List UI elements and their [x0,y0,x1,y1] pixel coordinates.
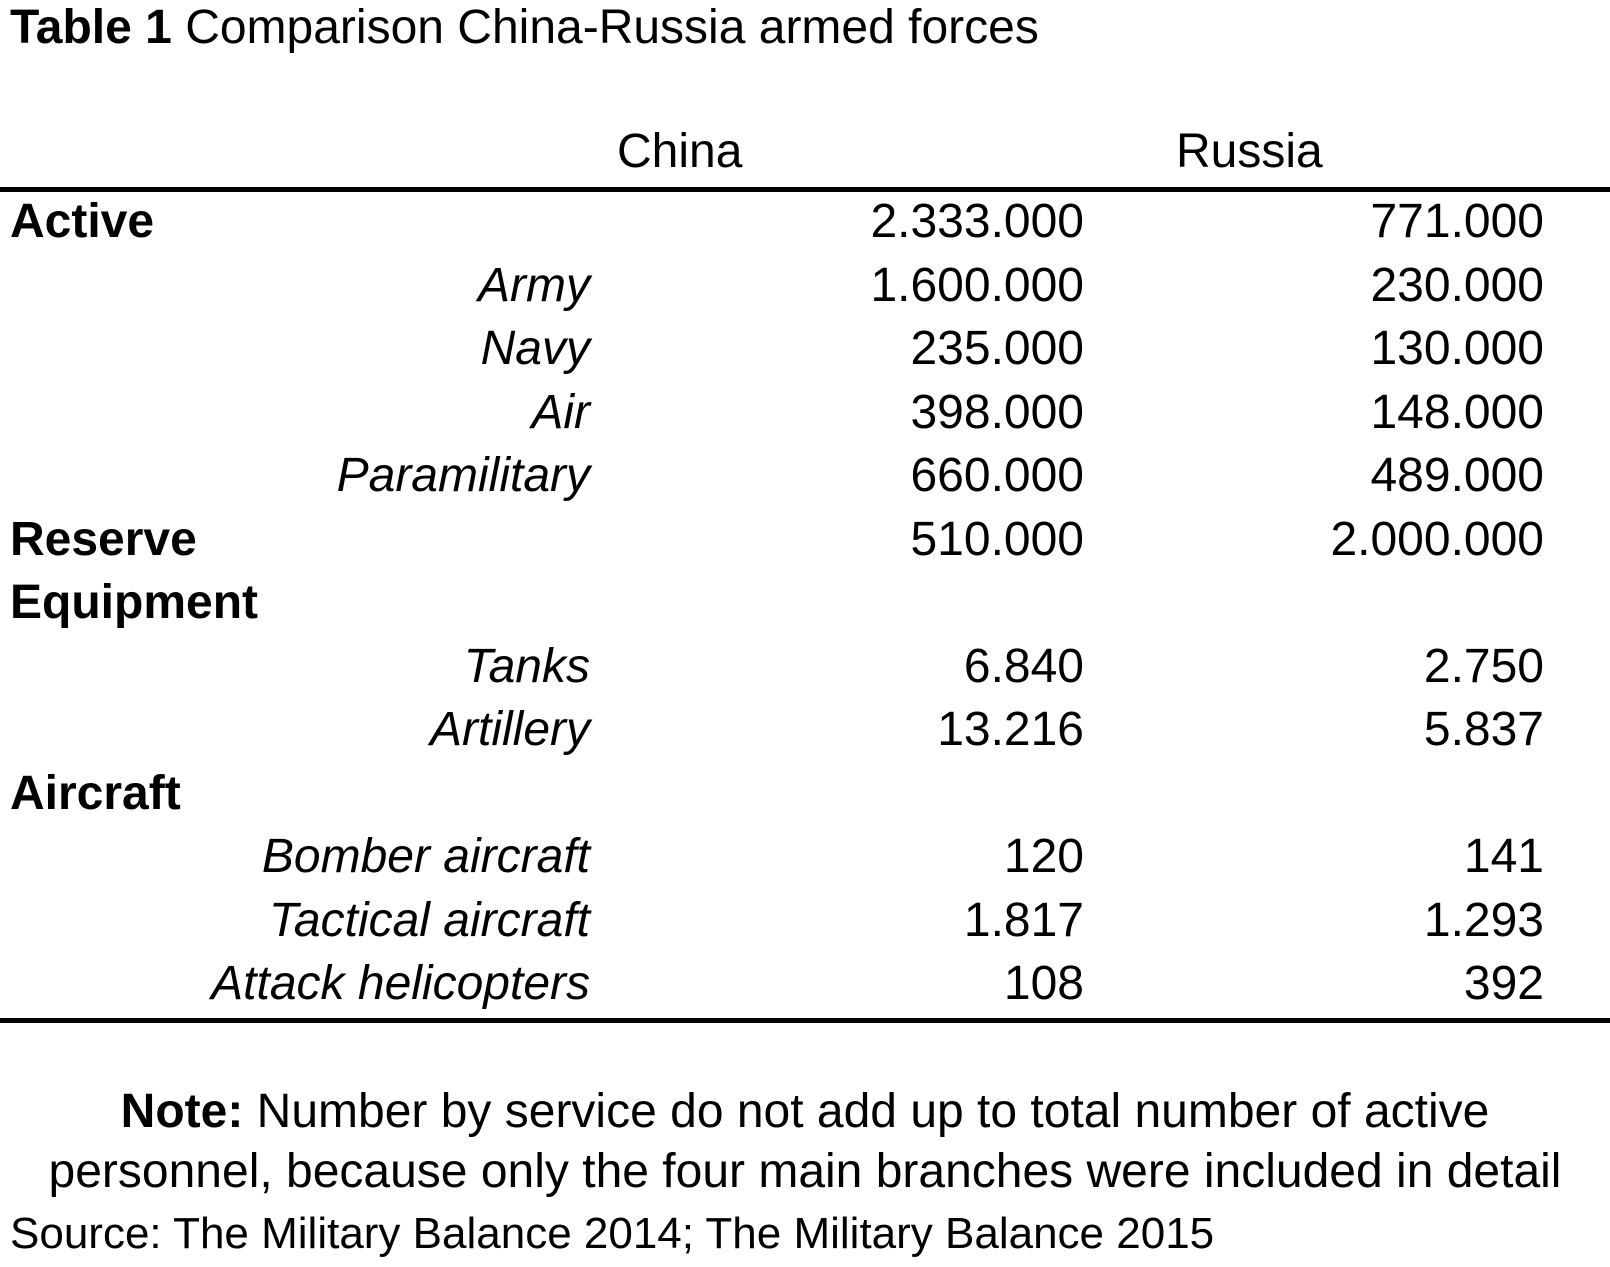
row-subcategory: Paramilitary [336,449,590,502]
cell-china: 6.840 [963,639,1084,693]
table-title [10,0,1039,56]
table-body [0,194,1610,1020]
cell-russia: 392 [1463,957,1544,1010]
table-title-text: Comparison China-Russia armed forces [185,1,1039,54]
cell-russia: 2.000.000 [1330,512,1544,566]
cell-russia: 489.000 [1370,449,1544,502]
table-row [0,639,1610,703]
cell-china: 1.600.000 [870,258,1084,312]
cell-china: 510.000 [910,512,1084,566]
note-text-1: Number by service do not add up to total number of active [256,1085,1490,1138]
cell-russia: 141 [1463,830,1544,883]
cell-china: 235.000 [910,322,1084,375]
table-row [0,575,1610,639]
table-row [0,893,1610,957]
table-title-label: Table 1 [10,1,172,54]
column-header-china: China [617,125,743,178]
row-category: Reserve [10,512,197,566]
cell-russia: 230.000 [1370,258,1544,312]
row-subcategory: Tanks [463,639,590,693]
row-subcategory: Navy [480,322,590,375]
table-top-rule [0,187,1610,192]
row-category: Equipment [10,576,258,629]
row-subcategory: Attack helicopters [211,957,590,1010]
table-row [0,512,1610,576]
cell-russia: 130.000 [1370,322,1544,375]
cell-china: 108 [1003,957,1084,1010]
note-line-1 [0,1082,1610,1142]
column-header-russia: Russia [1176,125,1323,178]
table-row [0,956,1610,1020]
row-subcategory: Bomber aircraft [261,830,590,883]
table-source: Source: The Military Balance 2014; The Military Balance 2015 [10,1209,1215,1258]
table-bottom-rule [0,1018,1610,1023]
note-text-2: personnel, because only the four main branches were included in detail [48,1145,1562,1198]
table-row [0,829,1610,893]
table-row [0,321,1610,385]
cell-russia: 5.837 [1423,703,1544,756]
table-row [0,766,1610,830]
cell-china: 1.817 [963,893,1084,947]
table-row [0,448,1610,512]
cell-china: 398.000 [910,385,1084,439]
table-row [0,258,1610,322]
cell-russia: 148.000 [1370,385,1544,439]
cell-china: 120 [1003,830,1084,883]
table-row [0,385,1610,449]
note-label: Note: [120,1085,244,1138]
row-subcategory: Air [531,385,590,439]
row-subcategory: Tactical aircraft [269,893,590,947]
table-note [0,1082,1610,1202]
table-row [0,194,1610,258]
cell-china: 13.216 [937,703,1084,756]
row-category: Active [10,195,155,248]
table-row [0,702,1610,766]
cell-russia: 1.293 [1423,893,1544,947]
cell-russia: 771.000 [1370,195,1544,248]
row-subcategory: Artillery [429,703,590,756]
cell-russia: 2.750 [1423,639,1544,693]
cell-china: 2.333.000 [870,195,1084,248]
cell-china: 660.000 [910,449,1084,502]
row-category: Aircraft [10,766,181,820]
row-subcategory: Army [478,258,590,312]
